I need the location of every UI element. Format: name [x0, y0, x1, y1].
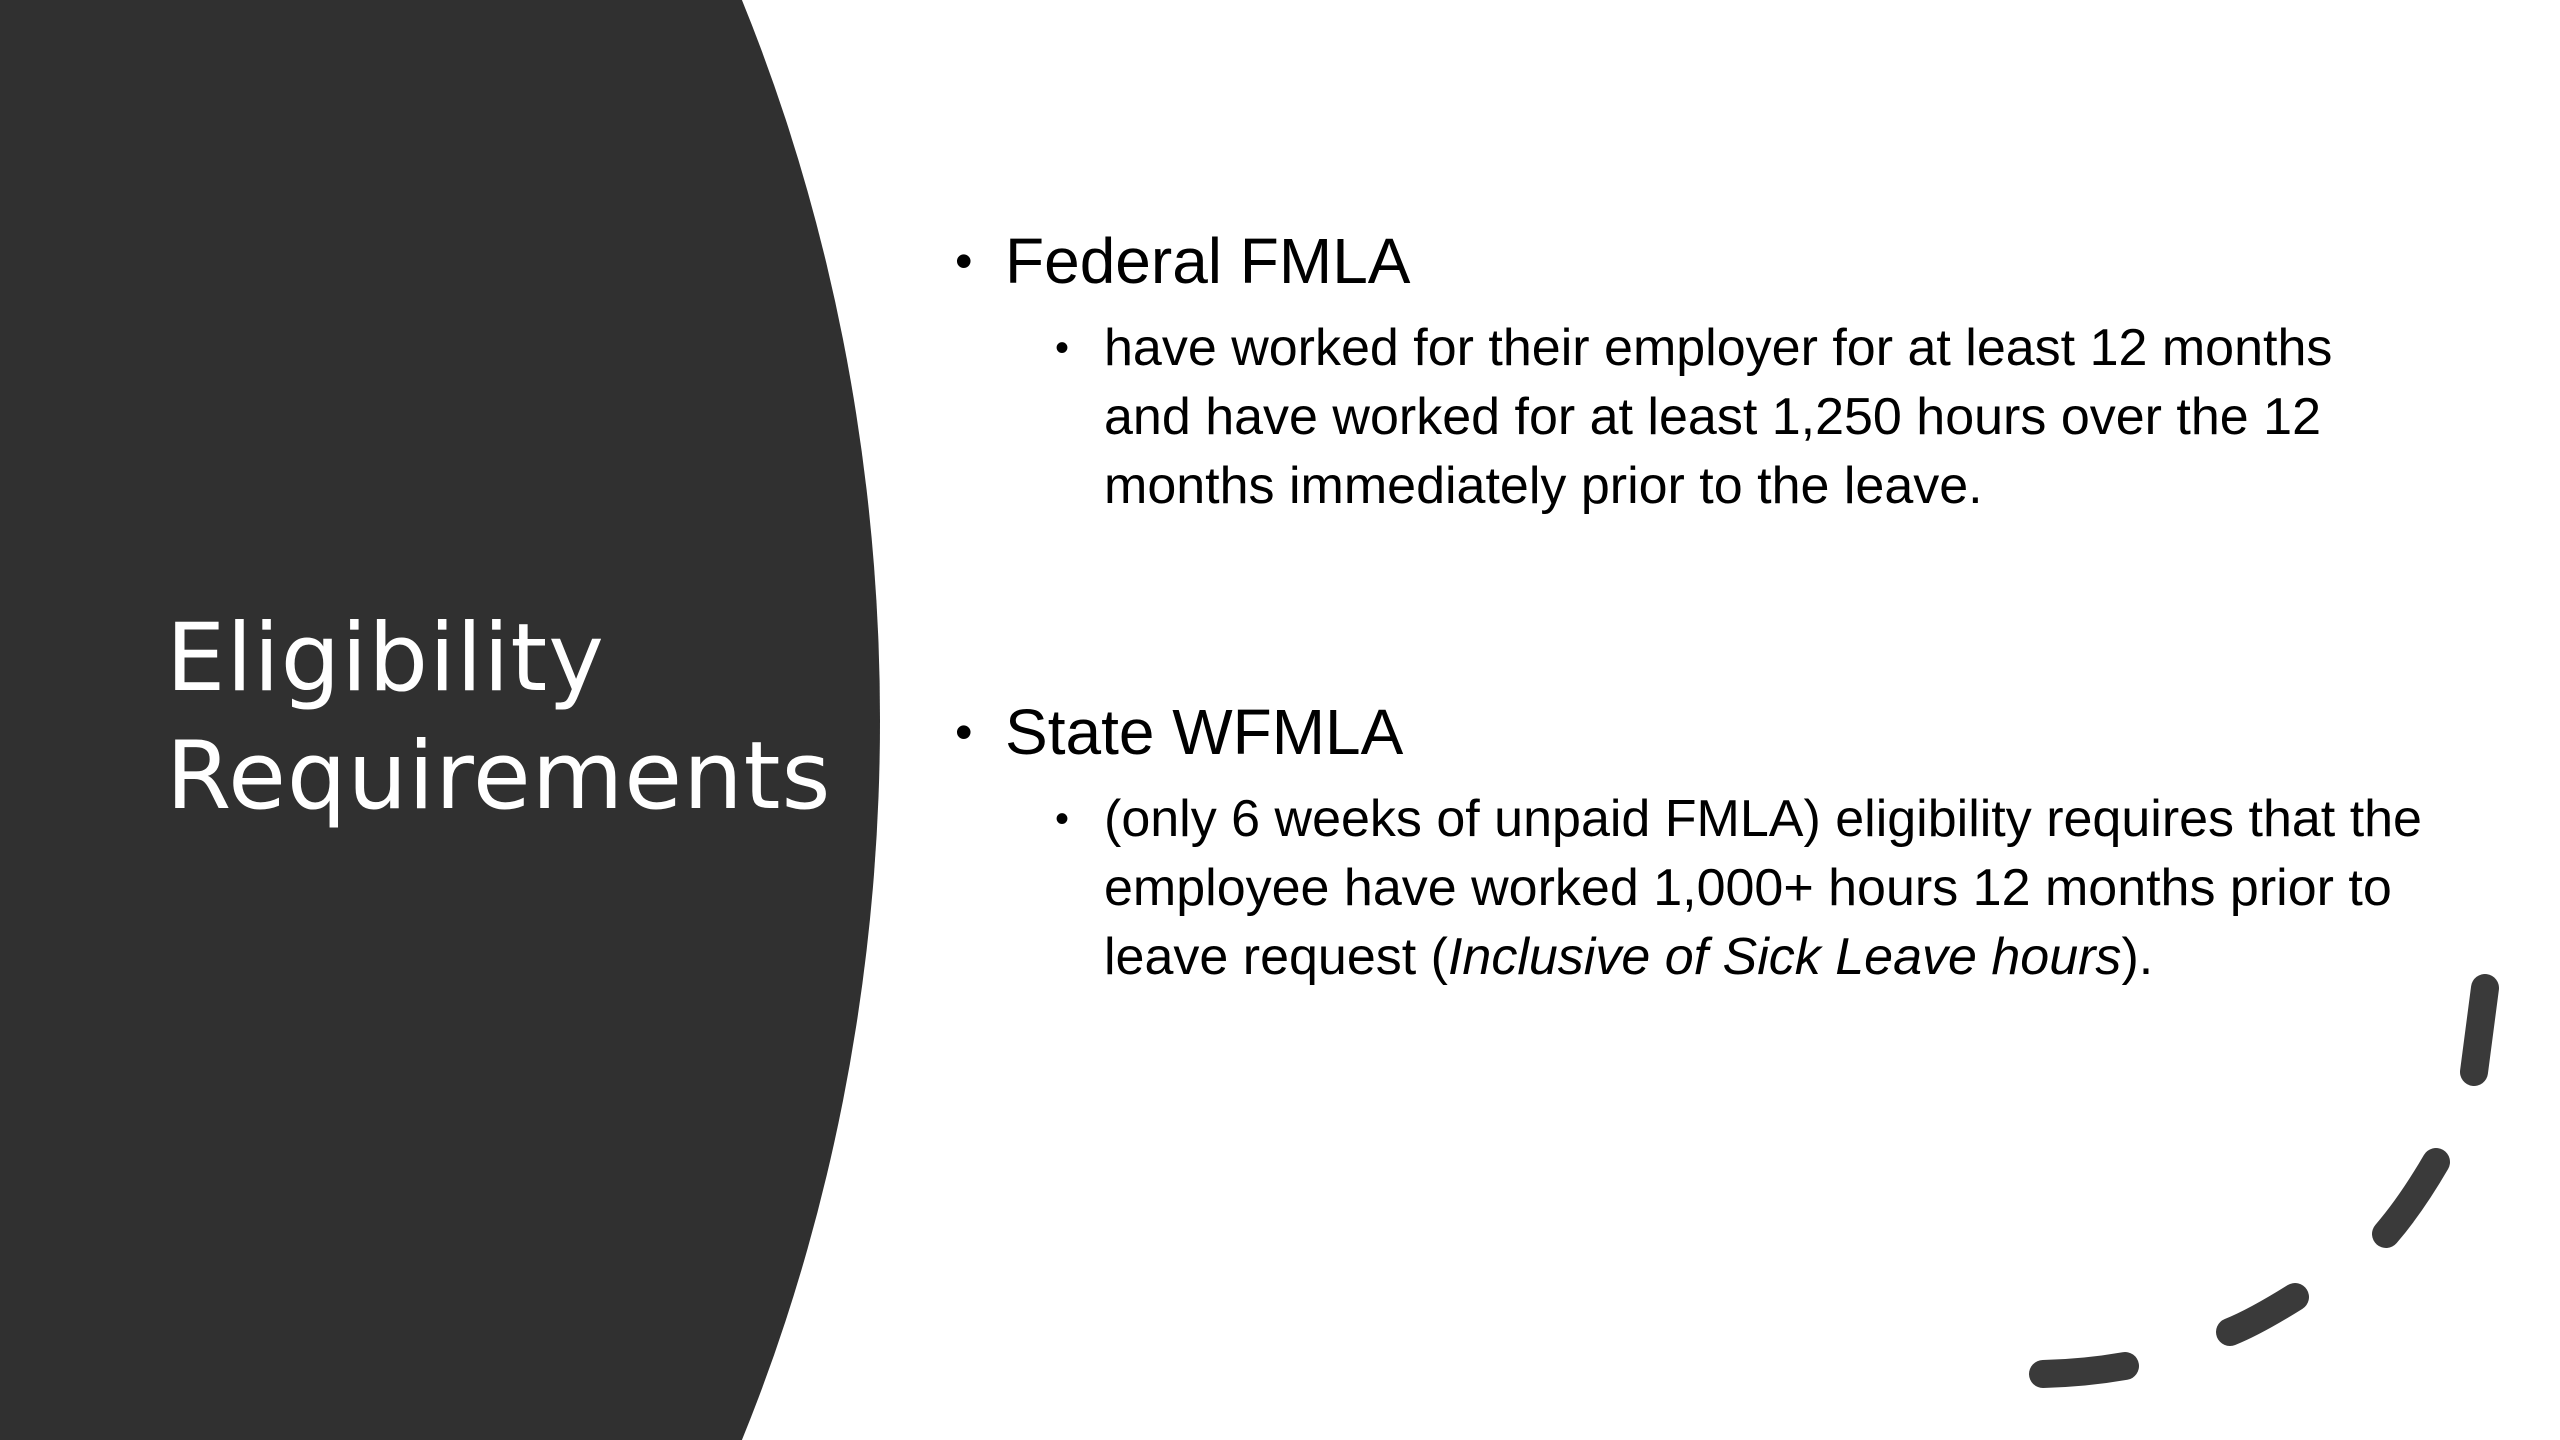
arc-dash-2 — [2386, 1162, 2436, 1234]
heading-text: Federal FMLA — [1005, 225, 1411, 297]
bullet-dot-icon: • — [955, 233, 973, 289]
sub-bullet-italic-text: Inclusive of Sick Leave hours — [1447, 928, 2122, 986]
title-line-2: Requirements — [166, 722, 832, 831]
arc-dash-1 — [2474, 988, 2485, 1072]
arc-dash-4 — [2043, 1366, 2125, 1374]
sub-bullet-text-end: ). — [2121, 928, 2154, 986]
section-state-wfmla — [955, 691, 2425, 992]
bullet-dot-icon: • — [1055, 326, 1070, 370]
bullet-heading — [955, 220, 2425, 302]
sub-bullet — [955, 785, 2425, 992]
bullet-dot-icon: • — [955, 704, 973, 760]
section-federal-fmla — [955, 220, 2425, 521]
bullet-heading — [955, 691, 2425, 773]
title-line-1: Eligibility — [166, 604, 605, 713]
bullet-dot-icon: • — [1055, 797, 1070, 841]
sub-bullet — [955, 314, 2425, 521]
slide-title — [166, 600, 906, 836]
arc-dash-3 — [2230, 1297, 2295, 1332]
sub-bullet-text: have worked for their employer for at least 12 months and have worked for at least 1,250 hours over the 12 months immediately prior to the leave. — [1104, 319, 2333, 515]
sub-bullet-text: (only 6 weeks of unpaid FMLA) eligibility requires that the employee have worked 1,000+ hours 12 months prior to leave request ( — [1104, 790, 2422, 986]
heading-text: State WFMLA — [1005, 696, 1404, 768]
bullet-content — [955, 220, 2425, 992]
